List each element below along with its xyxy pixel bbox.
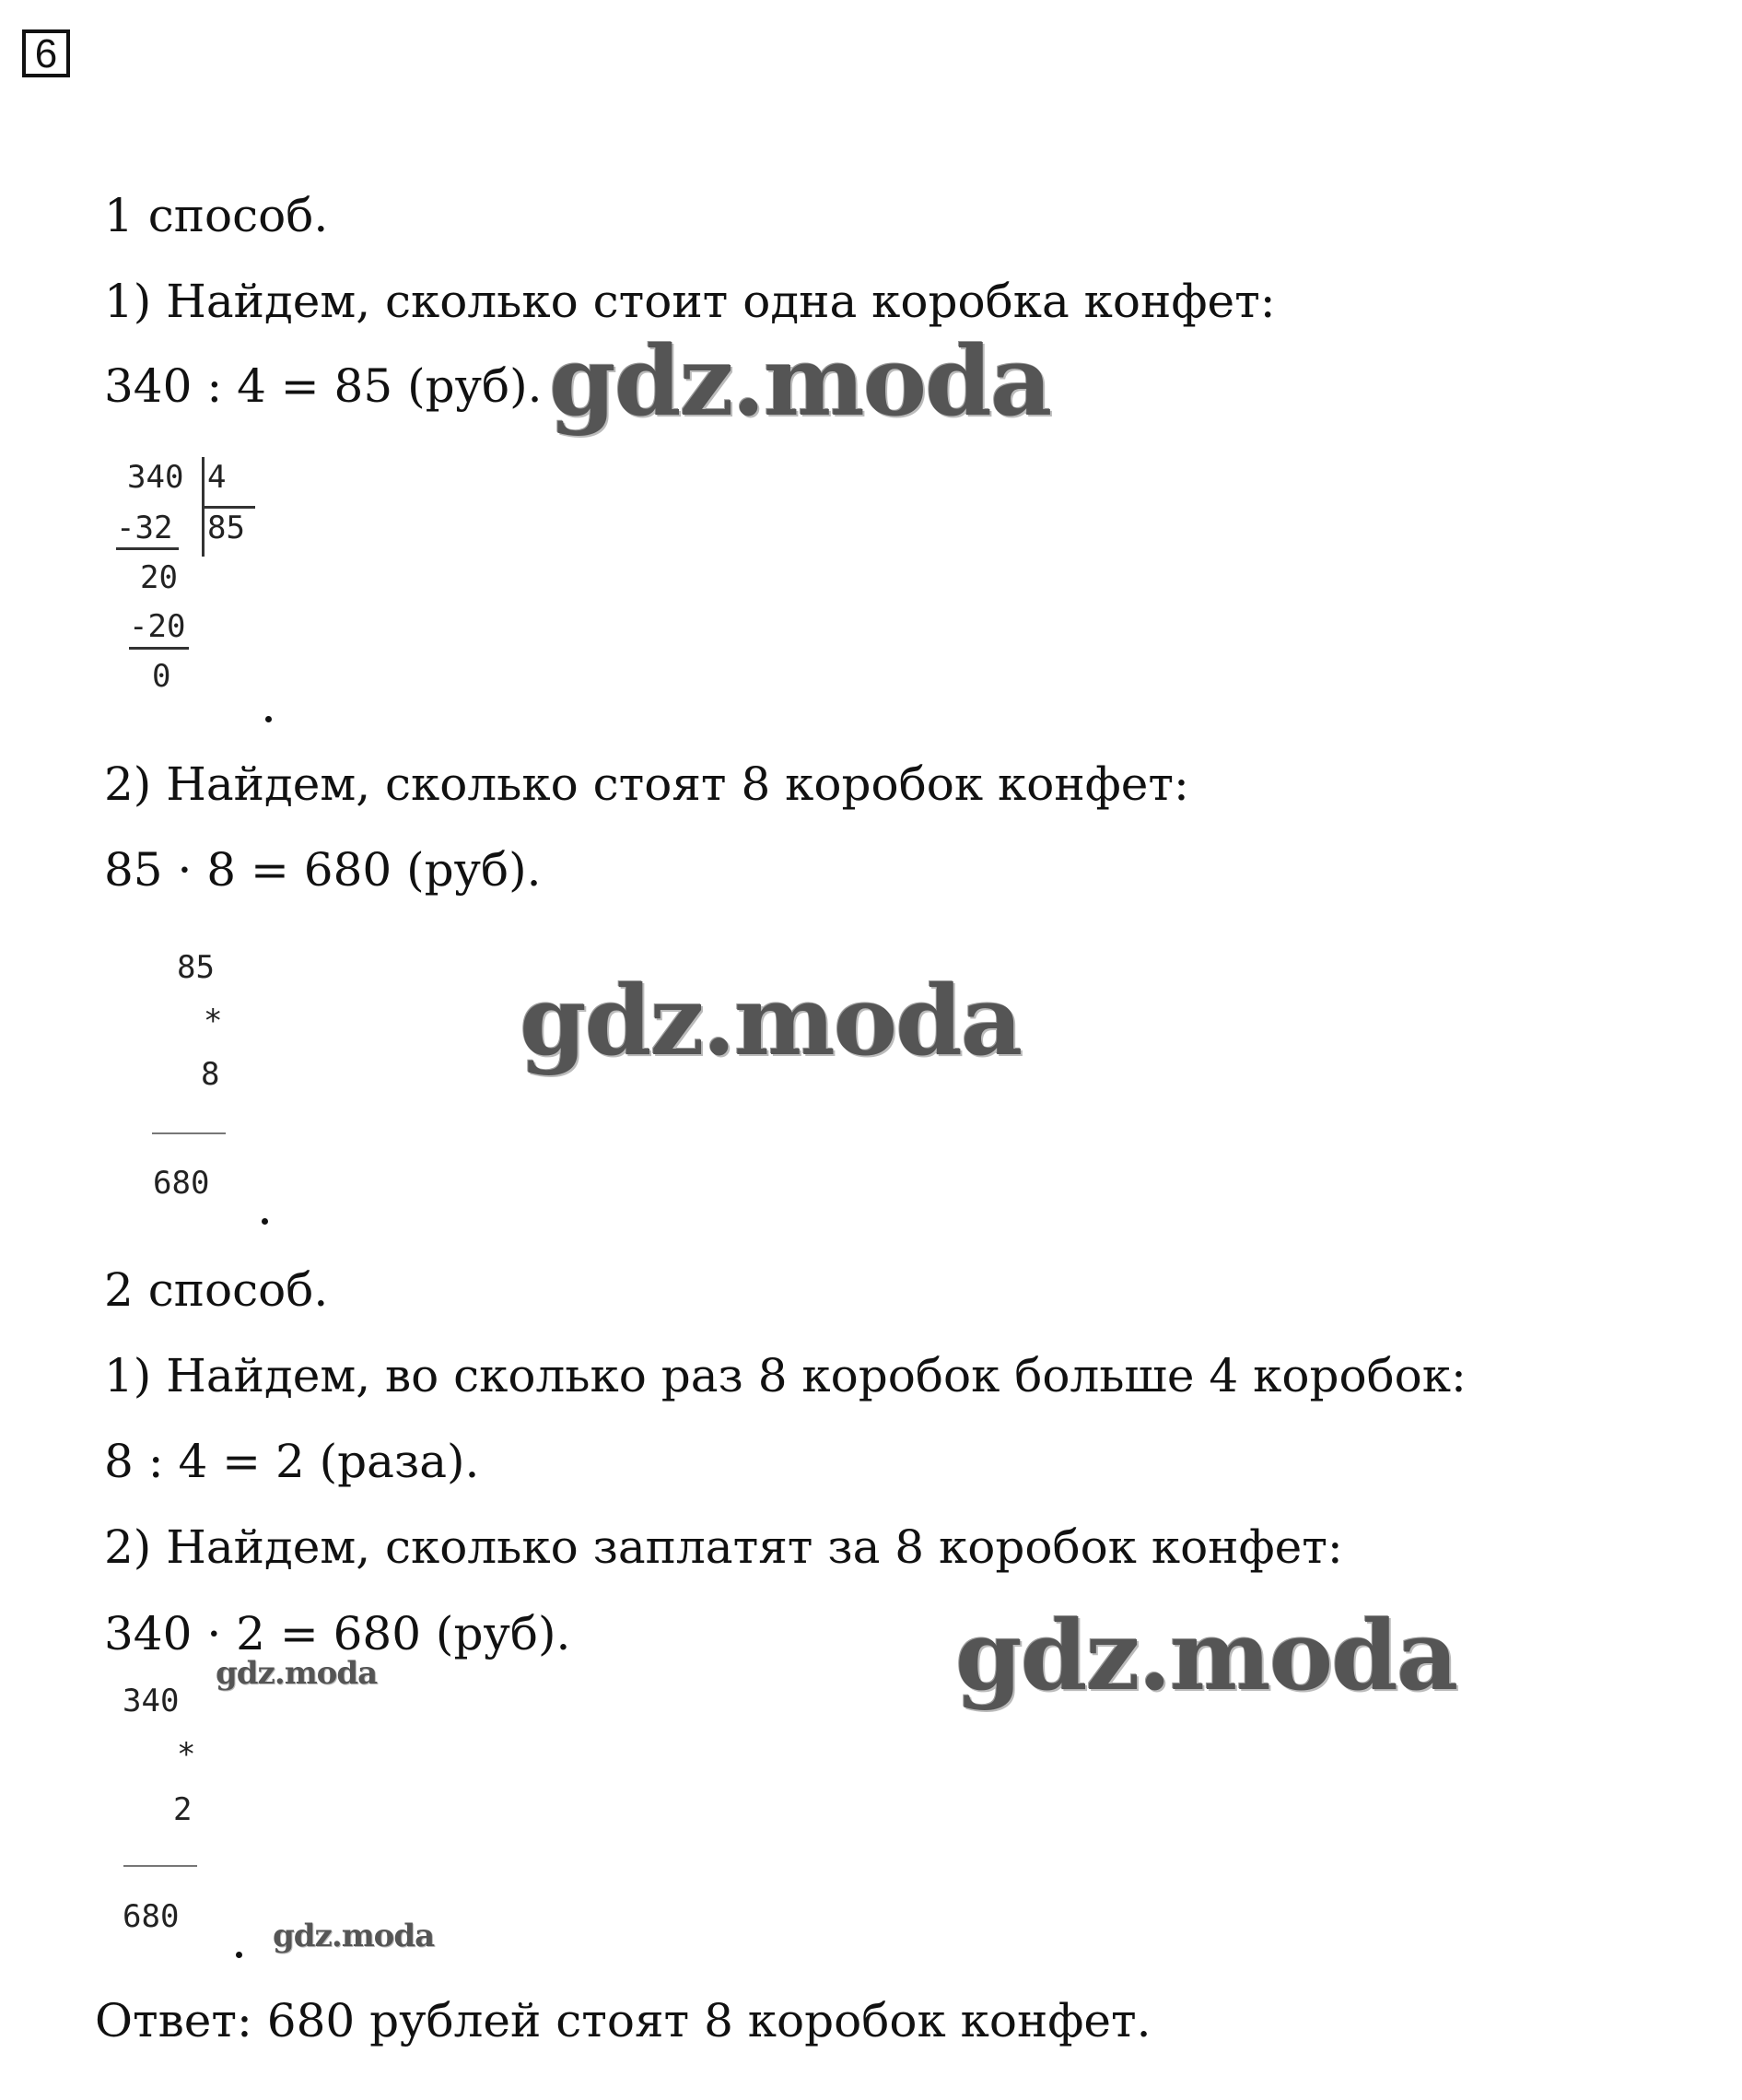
mult1-a: 85 xyxy=(177,949,215,986)
division-rem1: 20 xyxy=(140,559,178,596)
dot-mark xyxy=(262,1218,268,1225)
division-sub2: -20 xyxy=(129,608,186,645)
watermark: gdz.moda xyxy=(955,1599,1457,1712)
method1-step2-text: 2) Найдем, сколько стоят 8 коробок конфет: xyxy=(104,757,1189,811)
watermark: gdz.moda xyxy=(273,1918,435,1954)
mult2-a: 340 xyxy=(123,1683,180,1719)
mult1-rule xyxy=(152,1132,226,1134)
method1-title: 1 способ. xyxy=(104,189,329,242)
mult1-b: 8 xyxy=(201,1056,220,1093)
mult2-rule xyxy=(123,1865,197,1867)
mult1-result: 680 xyxy=(153,1165,210,1202)
division-sub1: -32 xyxy=(116,510,173,546)
dot-mark xyxy=(265,716,272,722)
method1-step2-expr: 85 · 8 = 680 (руб). xyxy=(104,843,542,897)
division-dividend: 340 xyxy=(127,459,184,496)
watermark: gdz.moda xyxy=(520,964,1022,1077)
task-number: 6 xyxy=(22,29,70,77)
division-rule1 xyxy=(116,547,179,550)
method1-step1-text: 1) Найдем, сколько стоит одна коробка конфет: xyxy=(104,275,1276,328)
method2-step2-expr: 340 · 2 = 680 (руб). xyxy=(104,1607,571,1660)
division-rem2: 0 xyxy=(152,658,171,695)
watermark: gdz.moda xyxy=(216,1655,378,1692)
method2-step1-expr: 8 : 4 = 2 (раза). xyxy=(104,1435,480,1488)
division-quotient-bar xyxy=(202,506,255,509)
method1-step1-expr: 340 : 4 = 85 (руб). xyxy=(104,359,543,413)
division-quotient: 85 xyxy=(207,510,245,546)
mult2-op: * xyxy=(177,1736,196,1773)
mult1-op: * xyxy=(204,1003,223,1039)
division-rule2 xyxy=(129,647,189,650)
method2-step1-text: 1) Найдем, во сколько раз 8 коробок больше 4 коробок: xyxy=(104,1349,1467,1402)
mult2-result: 680 xyxy=(123,1898,180,1935)
method2-title: 2 способ. xyxy=(104,1263,329,1317)
watermark: gdz.moda xyxy=(549,324,1051,438)
answer: Ответ: 680 рублей стоят 8 коробок конфет. xyxy=(95,1994,1152,2047)
method2-step2-text: 2) Найдем, сколько заплатят за 8 коробок конфет: xyxy=(104,1520,1343,1574)
mult2-b: 2 xyxy=(173,1791,193,1828)
division-divisor: 4 xyxy=(207,459,227,496)
dot-mark xyxy=(236,1952,242,1958)
